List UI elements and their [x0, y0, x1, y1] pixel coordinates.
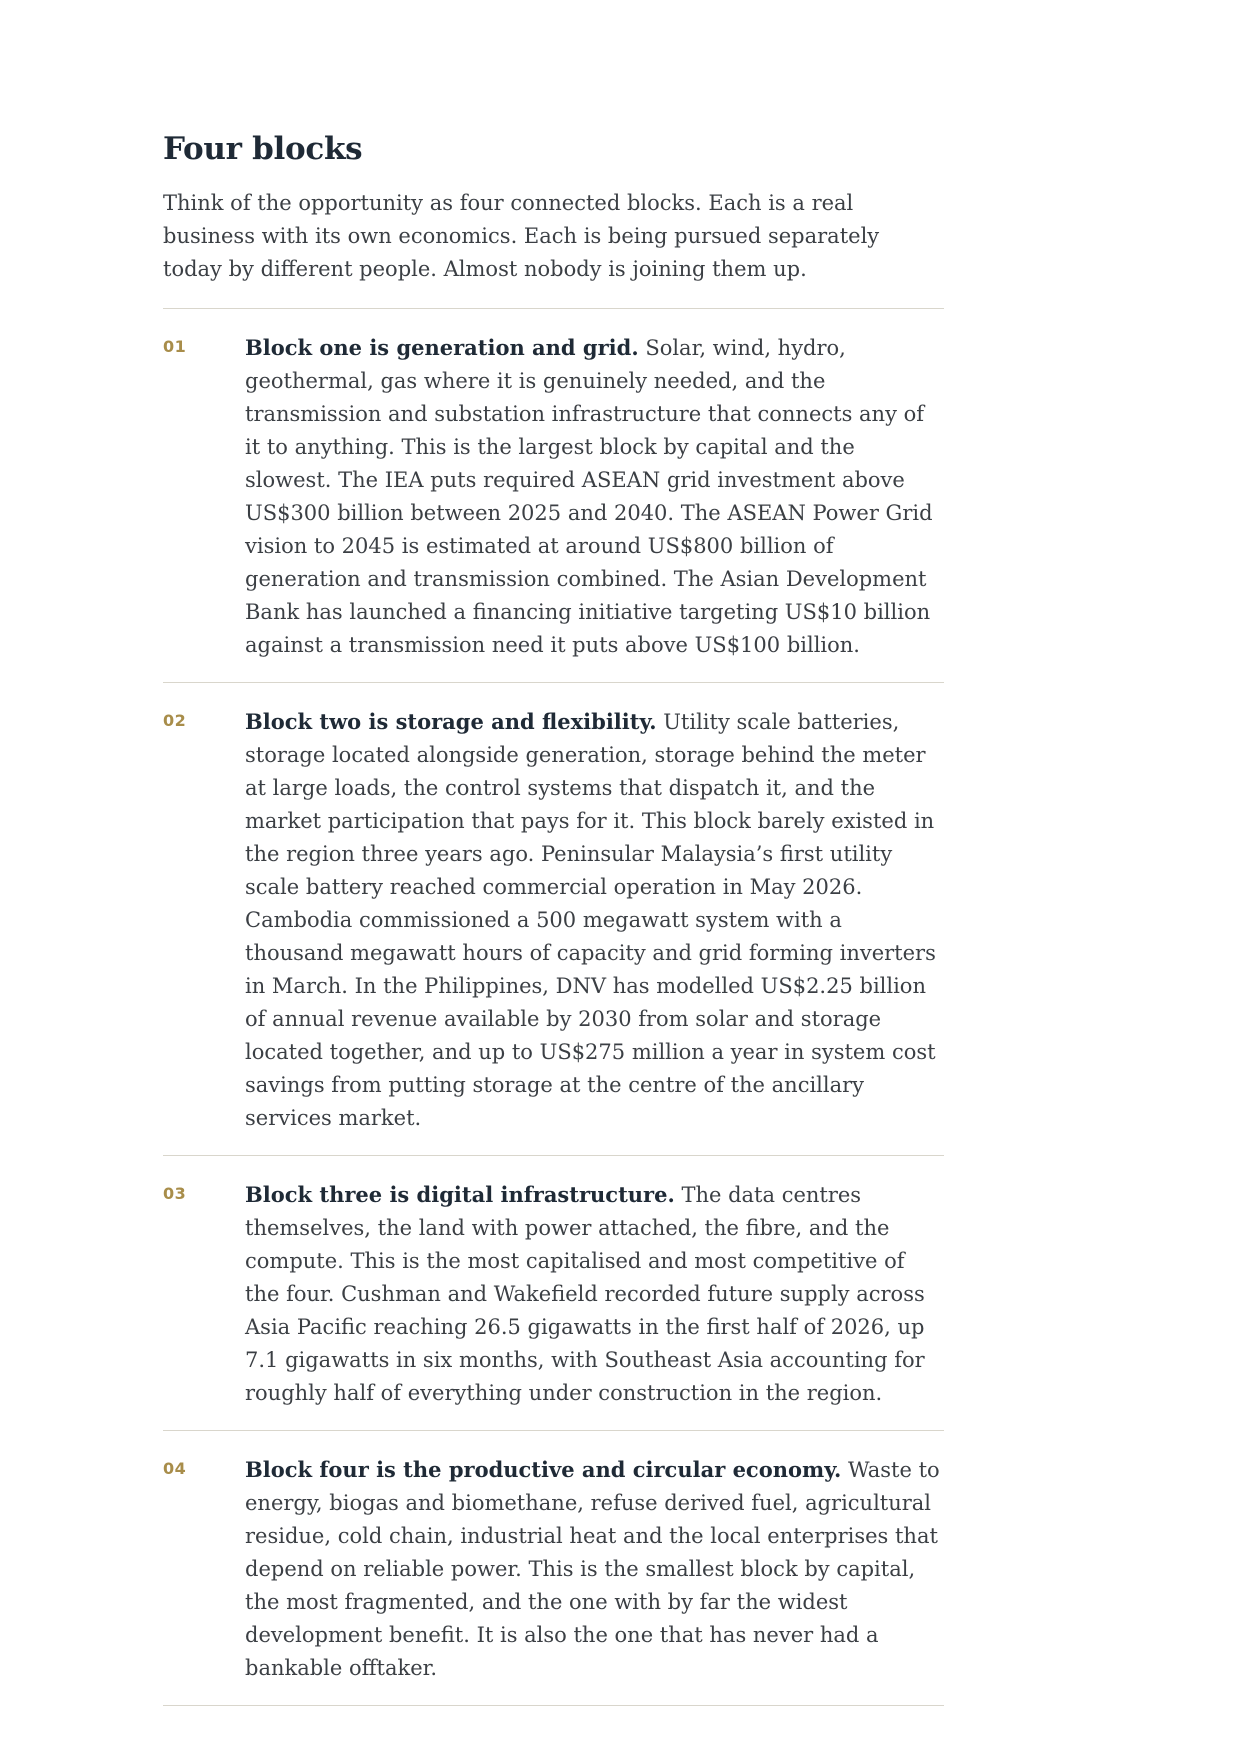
- block-number: 04: [163, 1459, 187, 1478]
- block-number: 03: [163, 1184, 187, 1203]
- block-body: Utility scale batteries, storage located alongside generation, storage behind the meter at large loads, the control systems that dispatch it, and the market participation that pays for it. This block barely existed in the region three years ago. Peninsular Malaysia’s first utility scale battery reached commercial operation in May 2026. Cambodia commissioned a 500 megawatt system with a thousand megawatt hours of capacity and grid forming inverters in March. In the Philippines, DNV has modelled US$2.25 billion of annual revenue available by 2030 from solar and storage located together, and up to US$275 million a year in system cost savings from putting storage at the centre of the ancillary services market.: [245, 710, 936, 1130]
- block-body: Solar, wind, hydro, geothermal, gas where it is genuinely needed, and the transmission and substation infrastructure that connects any of it to anything. This is the largest block by capital and the slowest. The IEA puts required ASEAN grid investment above US$300 billion between 2025 and 2040. The ASEAN Power Grid vision to 2045 is estimated at around US$800 billion of generation and transmission combined. The Asian Development Bank has launched a financing initiative targeting US$10 billion against a transmission need it puts above US$100 billion.: [245, 336, 933, 657]
- block-number: 02: [163, 711, 187, 730]
- block-item-02: [163, 683, 944, 1156]
- document-page: [163, 128, 944, 1706]
- block-text: [245, 1453, 944, 1685]
- block-lead: Block one is generation and grid.: [245, 335, 639, 360]
- block-lead: Block three is digital infrastructure.: [245, 1182, 675, 1207]
- block-text: [245, 331, 944, 662]
- block-lead: Block two is storage and flexibility.: [245, 709, 657, 734]
- block-item-03: [163, 1156, 944, 1431]
- block-text: [245, 705, 944, 1135]
- block-lead: Block four is the productive and circular economy.: [245, 1457, 842, 1482]
- page-title: Four blocks: [163, 131, 363, 167]
- intro-paragraph: Think of the opportunity as four connected blocks. Each is a real business with its own economics. Each is being pursued separately today by different people. Almost nobody is joining them up.: [163, 187, 944, 309]
- block-body: Waste to energy, biogas and biomethane, refuse derived fuel, agricultural residue, cold chain, industrial heat and the local enterprises that depend on reliable power. This is the smallest block by capital, the most fragmented, and the one with by far the widest development benefit. It is also the one that has never had a bankable offtaker.: [245, 1458, 940, 1680]
- block-body: The data centres themselves, the land with power attached, the fibre, and the compute. This is the most capitalised and most competitive of the four. Cushman and Wakefield recorded future supply across Asia Pacific reaching 26.5 gigawatts in the first half of 2026, up 7.1 gigawatts in six months, with Southeast Asia accounting for roughly half of everything under construction in the region.: [245, 1183, 925, 1405]
- block-item-01: [163, 309, 944, 683]
- block-number: 01: [163, 337, 187, 356]
- block-item-04: [163, 1431, 944, 1706]
- block-text: [245, 1178, 944, 1410]
